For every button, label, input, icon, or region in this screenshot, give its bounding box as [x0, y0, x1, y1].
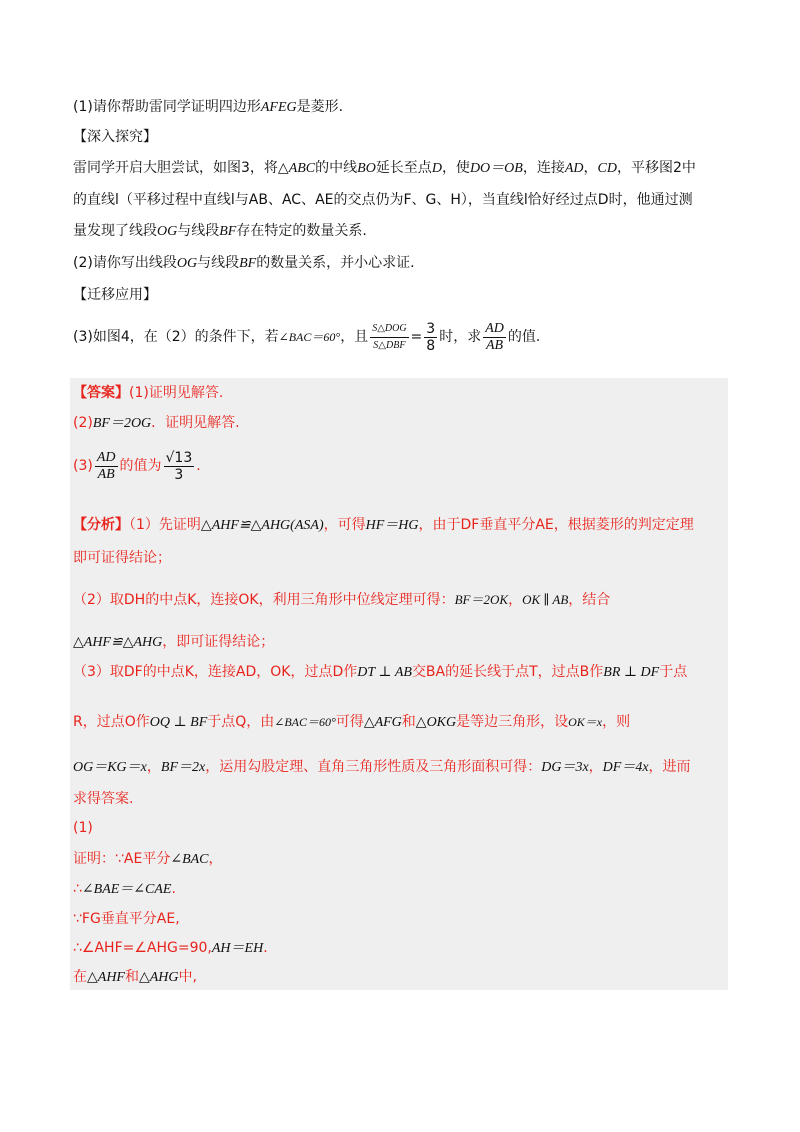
explore-text: 与线段: [177, 223, 220, 239]
ad-over-ab: [483, 321, 506, 354]
solution-line-3: [73, 909, 180, 929]
answer-1: (1)证明见解答.: [129, 385, 224, 401]
segment-ab: AB: [97, 466, 115, 482]
q2-text: 与线段: [197, 255, 240, 271]
analysis-line-1: [73, 515, 694, 536]
perp-oq-bf: OQ ⊥ BF: [149, 715, 208, 730]
answer-2-text: ．证明见解答.: [151, 415, 240, 431]
question-3: [73, 316, 540, 358]
solution-label: (1): [73, 820, 93, 836]
analysis-text: （3）取DF的中点K，连接AD，OK，过点D作: [73, 664, 358, 680]
analysis-text: ，可得: [323, 517, 366, 533]
analysis-text: R，过点O作: [73, 714, 150, 730]
denominator-3: 3: [174, 466, 184, 483]
equation-bae-cae: ∠BAE＝∠CAE: [81, 882, 172, 897]
answer-3-fraction: [95, 450, 118, 483]
equation-ok-x: OK＝x: [568, 715, 603, 729]
analysis-text: 即可证得结论；: [73, 550, 171, 566]
triangle-afg: △AFG: [363, 715, 402, 730]
segment-ab: AB: [485, 337, 504, 353]
explore-text: ，平移图2中: [616, 160, 696, 176]
answer-3-end: .: [196, 458, 201, 474]
equation-do-ob: DO＝OB: [469, 161, 523, 176]
solution-head: [73, 818, 93, 838]
q1-suffix: 是菱形.: [296, 99, 344, 115]
solution-text: 和: [124, 969, 139, 985]
ratio-value: [424, 321, 437, 354]
solution-text: 中,: [178, 969, 197, 985]
analysis-line-2: [73, 548, 171, 568]
analysis-text: ，结合: [568, 592, 611, 608]
answer-line-3: [73, 446, 201, 486]
segment-bo: BO: [357, 161, 376, 176]
explore-text: 雷同学开启大胆尝试，如图3，将: [73, 160, 278, 176]
congruence-expr: △AHF≌△AHG: [73, 635, 163, 650]
solution-text: ∴∠AHF=∠AHG=90,: [73, 940, 212, 956]
solution-text: 证明：∵AE平分: [73, 851, 171, 867]
perp-br-df: BR ⊥ DF: [603, 665, 660, 680]
angle-bac: ∠BAC＝60°: [278, 330, 341, 344]
angle-bac: ∠BAC: [170, 852, 209, 867]
solution-text: ∵FG垂直平分AE,: [73, 911, 180, 927]
answer-3-text: 的值为: [119, 458, 162, 474]
sqrt-13: √13: [165, 449, 193, 466]
solution-text: ，: [208, 851, 223, 867]
analysis-text: 可得: [335, 714, 364, 730]
explore-line-1: [73, 158, 696, 179]
ratio-numerator: 3: [426, 320, 436, 337]
analysis-text: 和: [401, 714, 416, 730]
question-2: [73, 253, 415, 274]
segment-bf: BF: [219, 224, 237, 239]
analysis-text: 交BA的延长线于点T，过点B作: [411, 664, 604, 680]
equation-bf-2x: BF＝2x: [160, 760, 206, 775]
q1-quad: AFEG: [260, 100, 297, 115]
analysis-text: ，运用勾股定理、直角三角形性质及三角形面积可得：: [205, 759, 542, 775]
explore-line-3: [73, 221, 367, 242]
congruence-expr: △AHF≌△AHG(ASA): [200, 518, 324, 533]
analysis-text: ，: [588, 759, 603, 775]
point-d: D: [431, 161, 442, 176]
q3-text: (3)如图4，在（2）的条件下，若: [73, 329, 279, 345]
ratio-denominator: 8: [426, 337, 436, 354]
q3-text: ，且: [340, 329, 369, 345]
explore-text: 量发现了线段: [73, 223, 157, 239]
q3-text: 的值.: [507, 329, 541, 345]
segment-ad: AD: [96, 449, 116, 465]
answer-tag: 【答案】: [73, 385, 129, 401]
area-ratio: [370, 321, 408, 354]
equation-bf-2ok: BF＝2OK: [454, 592, 509, 607]
segment-ad: AD: [564, 161, 584, 176]
analysis-line-3: [73, 590, 610, 610]
solution-line-4: [73, 938, 268, 959]
answer-3-label: (3): [73, 458, 93, 474]
area-dbf: S△DBF: [373, 339, 406, 351]
section-apply-heading: [73, 285, 157, 305]
equation-df-4x: DF＝4x: [602, 760, 649, 775]
segment-og: OG: [157, 224, 178, 239]
triangle-abc: △ABC: [277, 161, 316, 176]
analysis-line-6: [73, 712, 630, 733]
equals-sign: =: [410, 329, 423, 345]
explore-text: 存在特定的数量关系.: [236, 223, 367, 239]
equation-ah-eh: AH＝EH: [211, 941, 264, 956]
analysis-line-8: [73, 789, 133, 809]
answer-line-1: [73, 383, 223, 403]
analysis-line-7: [73, 757, 691, 778]
analysis-line-4: [73, 632, 274, 653]
section-explore-heading: [73, 127, 157, 147]
solution-line-2: [73, 879, 176, 900]
triangle-ahg: △AHG: [138, 970, 179, 985]
angle-bac: ∠BAC＝60°: [274, 715, 336, 729]
analysis-text: ，即可证得结论；: [162, 634, 275, 650]
segment-cd: CD: [597, 161, 617, 176]
solution-text: .: [171, 881, 176, 897]
solution-text: 在: [73, 969, 87, 985]
analysis-text: （2）取DH的中点K，连接OK，利用三角形中位线定理可得：: [73, 592, 455, 608]
analysis-line-5: [73, 662, 687, 683]
q1-prefix: (1)请你帮助雷同学证明四边形: [73, 99, 261, 115]
segment-ad: AD: [485, 320, 504, 336]
explore-text: 延长至点: [375, 160, 432, 176]
question-1: [73, 97, 343, 118]
analysis-text: ，: [146, 759, 161, 775]
equation-og-kg: OG＝KG＝x: [73, 760, 147, 775]
analysis-text: ，进而: [648, 759, 691, 775]
solution-text: .: [263, 940, 268, 956]
analysis-text: 于点Q，由: [207, 714, 275, 730]
answer-2-expr: BF＝2OG: [92, 416, 152, 431]
equation-hf-hg: HF＝HG: [365, 518, 419, 533]
explore-text: 的直线l（平移过程中直线l与AB、AC、AE的交点仍为F、G、H），当直线l恰好经过点D时，他通过测: [73, 192, 693, 208]
answer-line-2: [73, 413, 240, 434]
solution-line-1: [73, 849, 223, 870]
parallel-ok-ab: OK ∥ AB: [522, 592, 569, 607]
segment-og: OG: [176, 256, 198, 271]
explore-text: 的中线: [315, 160, 358, 176]
solution-line-5: [73, 967, 197, 988]
analysis-text: 是等边三角形，设: [456, 714, 569, 730]
q3-text: 时，求: [439, 329, 482, 345]
analysis-text: ，则: [602, 714, 631, 730]
analysis-text: 于点: [659, 664, 688, 680]
section-apply-label: 【迁移应用】: [73, 287, 157, 303]
explore-line-2: [73, 190, 693, 210]
q2-text: (2)请你写出线段: [73, 255, 177, 271]
triangle-ahf: △AHF: [87, 970, 125, 985]
analysis-text: ，由于DF垂直平分AE，根据菱形的判定定理: [418, 517, 694, 533]
triangle-okg: △OKG: [415, 715, 457, 730]
answer-2-label: (2): [73, 415, 93, 431]
section-explore-label: 【深入探究】: [73, 129, 157, 145]
explore-text: ，: [583, 160, 598, 176]
segment-bf: BF: [239, 256, 257, 271]
explore-text: ，使: [441, 160, 470, 176]
analysis-tag: 【分析】: [73, 517, 129, 533]
perp-dt-ab: DT ⊥ AB: [357, 665, 412, 680]
explore-text: ，连接: [522, 160, 565, 176]
equation-dg-3x: DG＝3x: [541, 760, 589, 775]
solution-text: ∴: [73, 881, 82, 897]
answer-3-value: [164, 450, 195, 483]
analysis-text: 求得答案.: [73, 791, 134, 807]
area-dog: S△DOG: [370, 321, 408, 338]
analysis-text: ，: [508, 592, 523, 608]
q2-text: 的数量关系，并小心求证.: [256, 255, 415, 271]
analysis-text: （1）先证明: [129, 517, 201, 533]
